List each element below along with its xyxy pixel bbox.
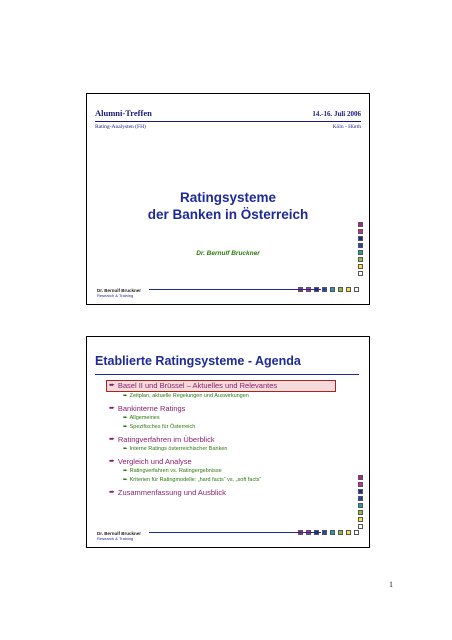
event-title: Alumni-Treffen bbox=[95, 108, 152, 118]
decorative-square bbox=[322, 287, 327, 292]
arrow-icon: ➨ bbox=[123, 477, 128, 483]
main-title-line-2: der Banken in Österreich bbox=[147, 207, 309, 222]
agenda-subitem: ➨ Allgemeines bbox=[123, 415, 160, 421]
decorative-square bbox=[358, 503, 363, 508]
agenda-title: Etablierte Ratingsysteme - Agenda bbox=[95, 354, 301, 368]
agenda-item: ➨ Vergleich und Analyse bbox=[109, 457, 192, 466]
decorative-square bbox=[358, 222, 363, 227]
decorative-squares-vertical bbox=[358, 475, 363, 529]
arrow-icon: ➨ bbox=[109, 458, 115, 465]
agenda-list bbox=[109, 380, 357, 498]
agenda-subitem: ➨ Ratingverfahren vs. Ratingergebnisse bbox=[123, 468, 222, 474]
event-subtitle: Rating-Analysten (FH) bbox=[95, 124, 146, 130]
footer-name: Dr. Bernulf Bruckner bbox=[97, 288, 142, 293]
decorative-square bbox=[346, 530, 351, 535]
header-divider bbox=[95, 121, 361, 122]
slide-footer bbox=[97, 531, 141, 541]
arrow-icon: ➨ bbox=[109, 405, 115, 412]
decorative-square bbox=[358, 271, 363, 276]
agenda-item: ➨ Basel II und Brüssel – Aktuelles und Relevantes bbox=[106, 380, 336, 392]
main-title-line-1: Ratingsysteme bbox=[179, 190, 277, 205]
decorative-square bbox=[358, 250, 363, 255]
agenda-slide bbox=[86, 336, 370, 548]
footer-sub: Research & Training bbox=[97, 536, 134, 541]
decorative-square bbox=[358, 489, 363, 494]
arrow-icon: ➨ bbox=[109, 382, 115, 389]
arrow-icon: ➨ bbox=[109, 436, 115, 443]
arrow-icon: ➨ bbox=[123, 393, 128, 399]
decorative-squares-vertical bbox=[358, 222, 363, 276]
decorative-square bbox=[358, 524, 363, 529]
arrow-icon: ➨ bbox=[123, 468, 128, 474]
decorative-square bbox=[358, 257, 363, 262]
decorative-square bbox=[358, 482, 363, 487]
decorative-square bbox=[322, 530, 327, 535]
footer-divider bbox=[149, 289, 321, 290]
footer-name: Dr. Bernulf Bruckner bbox=[97, 531, 142, 536]
agenda-item: ➨ Ratingverfahren im Überblick bbox=[109, 435, 215, 444]
decorative-square bbox=[358, 243, 363, 248]
agenda-subitem: ➨ Spezifisches für Österreich bbox=[123, 424, 196, 430]
decorative-square bbox=[346, 287, 351, 292]
decorative-square bbox=[338, 530, 343, 535]
decorative-square bbox=[358, 510, 363, 515]
decorative-square bbox=[358, 264, 363, 269]
agenda-item: ➨ Zusammenfassung und Ausblick bbox=[109, 488, 226, 497]
decorative-square bbox=[358, 236, 363, 241]
agenda-divider bbox=[95, 374, 359, 375]
decorative-square bbox=[354, 530, 359, 535]
agenda-item: ➨ Bankinterne Ratings bbox=[109, 404, 186, 413]
title-slide bbox=[86, 93, 370, 305]
arrow-icon: ➨ bbox=[123, 415, 128, 421]
decorative-square bbox=[330, 287, 335, 292]
footer-sub: Research & Training bbox=[97, 293, 134, 298]
author-name: Dr. Bernulf Bruckner bbox=[196, 250, 260, 257]
slide-footer bbox=[97, 288, 141, 298]
decorative-square bbox=[358, 496, 363, 501]
main-title bbox=[87, 189, 369, 223]
footer-divider bbox=[149, 532, 321, 533]
event-date: 14.-16. Juli 2006 bbox=[312, 110, 361, 118]
decorative-square bbox=[358, 229, 363, 234]
decorative-square bbox=[338, 287, 343, 292]
event-location: Köln - Hürth bbox=[332, 124, 361, 130]
arrow-icon: ➨ bbox=[123, 424, 128, 430]
arrow-icon: ➨ bbox=[109, 489, 115, 496]
slide-header bbox=[95, 108, 361, 130]
page-number: 1 bbox=[389, 580, 393, 589]
decorative-square bbox=[358, 475, 363, 480]
agenda-subitem: ➨ Zeitplan, aktuelle Regelungen und Auswirkungen bbox=[123, 393, 249, 399]
decorative-square bbox=[358, 517, 363, 522]
agenda-subitem: ➨ Interne Ratings österreichischer Banken bbox=[123, 446, 228, 452]
decorative-square bbox=[330, 530, 335, 535]
arrow-icon: ➨ bbox=[123, 446, 128, 452]
decorative-square bbox=[354, 287, 359, 292]
agenda-subitem: ➨ Kriterien für Ratingmodelle: „hard facts“ vs. „soft facts“ bbox=[123, 477, 262, 483]
